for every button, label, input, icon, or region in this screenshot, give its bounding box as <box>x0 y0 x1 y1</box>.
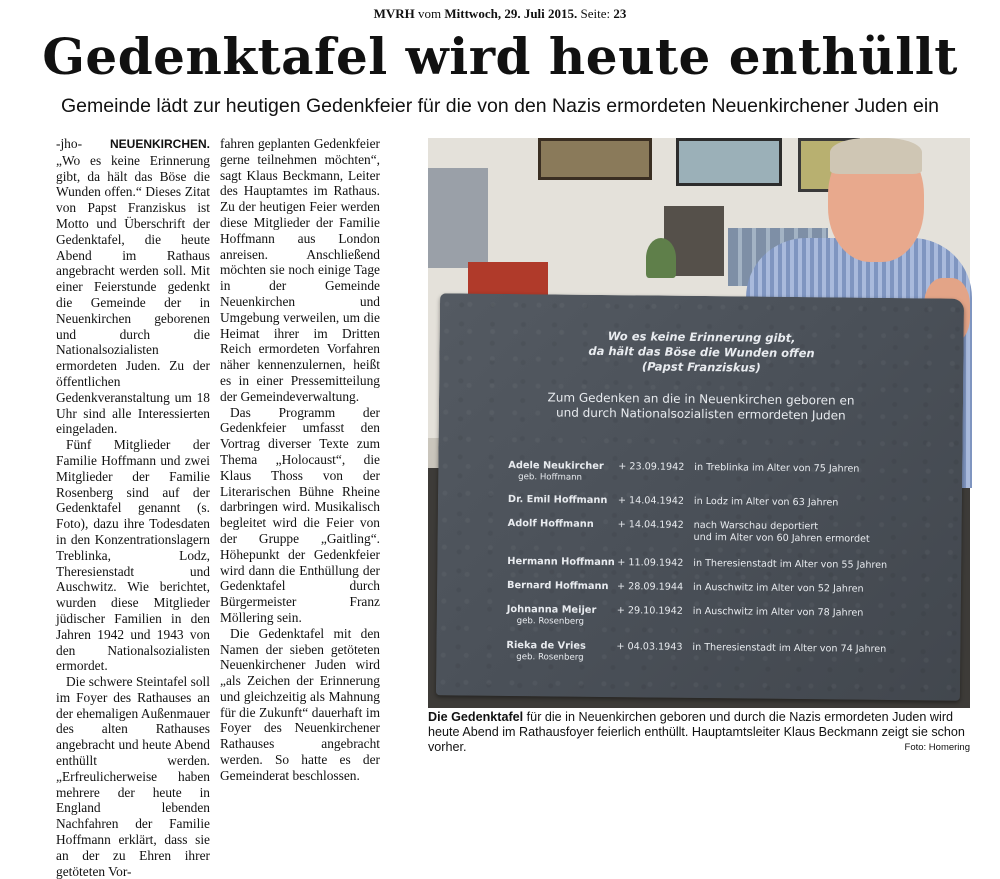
plaque-entry-date: + 28.09.1944 <box>616 581 684 593</box>
plaque-quote-line: da hält das Böse die Wunden offen <box>588 343 815 361</box>
plaque-entry-name: Johnanna Meijer <box>506 603 597 616</box>
plaque-entry-date: + 29.10.1942 <box>616 605 683 617</box>
plaque-entry-text-line2: und im Alter von 60 Jahren ermordet <box>693 531 870 545</box>
article-paragraph: Fünf Mitglieder der Familie Hoffmann und zwei Mitglieder der Familie Rosenberg sind auf der Gedenktafel genannt (s. Foto), dazu ihre Todesdaten in den Konzentrationslagern Treblinka, Lodz, Theresienstadt und Auschwitz. Wie berichtet, wurden diese Mitglieder jüdischer Familien in den Jahren 1942 und 1943 von den Nationalsozialisten ermordet. <box>56 437 210 674</box>
plaque-entry-name: Hermann Hoffmann <box>507 555 615 569</box>
plaque-entry-date: + 14.04.1942 <box>617 519 684 531</box>
photo-man-hair <box>830 138 922 174</box>
caption-lead: Die Gedenktafel <box>428 710 524 724</box>
photo-books <box>468 262 548 298</box>
plaque-entry <box>437 517 961 552</box>
photo-caption <box>428 710 976 755</box>
plaque-dedication-line: Zum Gedenken an die in Neuenkirchen geboren en <box>547 390 855 408</box>
plaque-entry-text: nach Warschau deportiert <box>693 519 819 533</box>
article-paragraph: fahren geplanten Gedenkfeier gerne teilnehmen möchten“, sagt Klaus Beckmann, Leiter des Hauptamtes im Rathaus. Zu der heutigen Feier werden diese Mitglieder der Familie Hoffmann aus London anreisen. Anschließend möchten sie noch einige Tage in der Gemeinde Neuenkirchen und Umgebung verweilen, um die Heimat ihrer im Dritten Reich ermordeten Vorfahren näher kennenzulernen, heißt es in einer Pressemitteilung der Gemeindeverwaltung. <box>220 136 380 404</box>
masthead <box>0 6 1000 22</box>
plaque-entry <box>438 459 962 494</box>
photo-plant <box>646 238 676 278</box>
plaque-entry <box>436 639 960 674</box>
plaque-quote-line: Wo es keine Erinnerung gibt, <box>607 329 796 345</box>
plaque-entry-name: Rieka de Vries <box>506 639 586 652</box>
plaque-quote-source: (Papst Franziskus) <box>641 359 761 375</box>
plaque-entry-date: + 11.09.1942 <box>617 557 684 569</box>
dateline: NEUENKIRCHEN. <box>109 137 210 151</box>
author-tag: -jho- <box>56 136 83 151</box>
plaque-entry-maiden-name: geb. Hoffmann <box>518 472 583 483</box>
plaque-entry-text: in Auschwitz im Alter von 78 Jahren <box>692 605 864 619</box>
plaque-entry-text: in Theresienstadt im Alter von 55 Jahren <box>693 557 888 571</box>
memorial-plaque <box>436 293 964 700</box>
photo-credit: Foto: Homering <box>904 742 970 753</box>
masthead-vom: vom <box>418 6 442 21</box>
plaque-entry-date: + 04.03.1943 <box>616 641 683 653</box>
issue-date: Mittwoch, 29. Juli 2015. <box>444 6 578 21</box>
plaque-entry-text: in Theresienstadt im Alter von 74 Jahren <box>692 641 887 655</box>
article-column-1 <box>56 136 210 879</box>
plaque-dedication <box>439 389 963 424</box>
plaque-entry-name: Bernard Hoffmann <box>507 579 609 593</box>
plaque-entry-date: + 23.09.1942 <box>618 461 685 473</box>
plaque-quote <box>439 327 963 377</box>
plaque-entry <box>437 603 961 638</box>
paper-name: MVRH <box>373 6 415 21</box>
page-number: 23 <box>613 6 627 21</box>
subheadline: Gemeinde lädt zur heutigen Gedenkfeier für die von den Nazis ermordeten Neuenkirchener Juden ein <box>60 95 940 117</box>
article-column-2 <box>220 136 380 783</box>
article-paragraph <box>56 136 210 437</box>
plaque-entry-name: Adele Neukircher <box>508 459 604 472</box>
article-paragraph: Die schwere Steintafel soll im Foyer des Rathauses an der ehemaligen Außenmauer des alten Rathauses angebracht und heute Abend enthüllt werden. „Erfreulicherweise haben mehrere der heute in England lebenden Nachfahren der Familie Hoffmann erklärt, dass sie an der zu Ehren ihrer getöteten Vor- <box>56 674 210 879</box>
plaque-entry-name: Dr. Emil Hoffmann <box>507 493 608 507</box>
plaque-entry-maiden-name: geb. Rosenberg <box>516 616 585 627</box>
paragraph-text: „Wo es keine Erinnerung gibt, da hält das Böse die Wunden offen.“ Dieses Zitat von Papst Franziskus ist Motto und Überschrift der Gedenktafel, die heute Abend im Rathaus angebracht werden soll. Mit einer Feierstunde gedenkt die Gemeinde der in Neuenkirchen geborenen und durch die Nationalsozialisten ermordeten Juden. Zu der öffentlichen Gedenkveranstaltung um 18 Uhr sind alle Interessierten eingeladen. <box>56 152 210 437</box>
photo-picture-frame <box>676 138 782 186</box>
plaque-entry-maiden-name: geb. Rosenberg <box>516 652 584 663</box>
page-label: Seite: <box>580 6 611 21</box>
plaque-dedication-line: und durch Nationalsozialisten ermordeten Juden <box>555 405 846 423</box>
photo-wall-panel <box>428 168 488 268</box>
plaque-entry-text: in Lodz im Alter von 63 Jahren <box>693 495 839 509</box>
caption-text: für die in Neuenkirchen geboren und durch die Nazis ermordeten Juden wird heute Abend im Rathausfoyer feierlich enthüllt. Hauptamtsleiter Klaus Beckmann zeigt sie schon vorher. <box>428 710 965 754</box>
plaque-entry-date: + 14.04.1942 <box>617 495 685 507</box>
news-photo <box>428 138 970 706</box>
article-paragraph: Das Programm der Gedenkfeier umfasst den Vortrag diverser Texte zum Thema „Holocaust“, die Klaus Thoss von der Literarischen Bühne Rheine darbringen wird. Musikalisch begleitet wird die Feier von der Gruppe „Gaitling“. Höhepunkt der Gedenkfeier wird dann die Enthüllung der Gedenktafel durch Bürgermeister Franz Möllering sein. <box>220 404 380 625</box>
plaque-entry-text: in Auschwitz im Alter von 52 Jahren <box>692 581 864 595</box>
plaque-entry-name: Adolf Hoffmann <box>507 517 594 530</box>
photo-picture-frame <box>538 138 652 180</box>
headline: Gedenktafel wird heute enthüllt <box>42 27 958 86</box>
article-paragraph: Die Gedenktafel mit den Namen der sieben getöteten Neuenkirchener Juden wird „als Zeichen der Erinnerung und gleichzeitig als Mahnung für die Zukunft“ dauerhaft im Foyer des Neuenkirchener Rathauses angebracht werden. So hatte es der Gemeinderat beschlossen. <box>220 625 380 783</box>
plaque-entry-text: in Treblinka im Alter von 75 Jahren <box>694 461 860 475</box>
